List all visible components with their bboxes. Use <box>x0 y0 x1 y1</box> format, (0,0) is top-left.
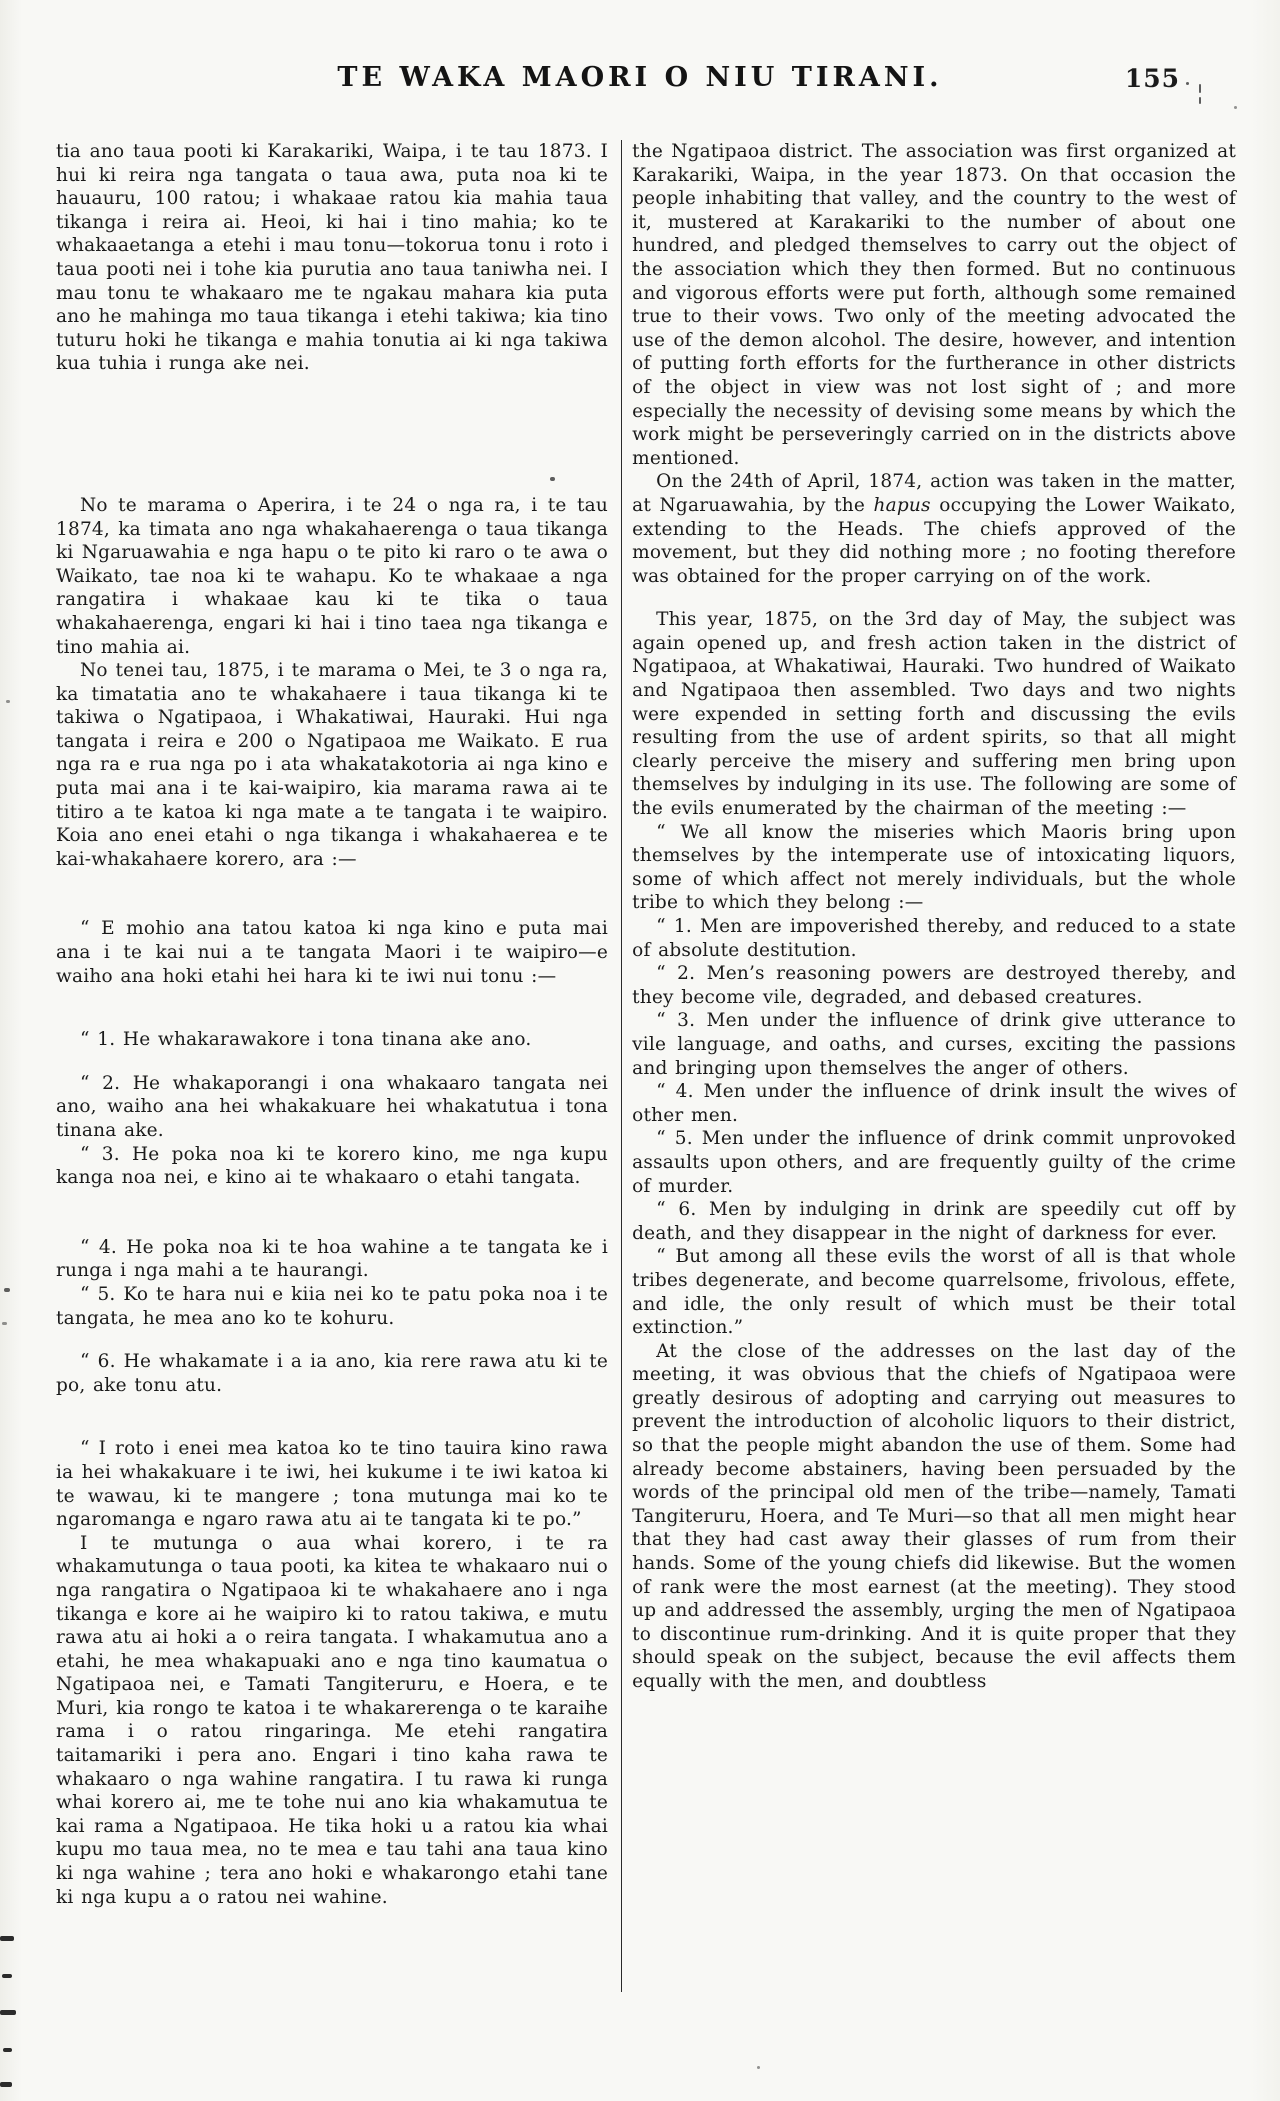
scan-artifact <box>1199 97 1201 104</box>
maori-paragraph: “ E mohio ana tatou katoa ki nga kino e puta mai ana i te kai nui a te tangata Maori i te waipiro—e waiho ana hoki etahi hei hara ki te iwi nui tonu :— <box>56 918 608 987</box>
maori-paragraph: “ 5. Ko te hara nui e kiia nei ko te patu poka noa i te tangata, he mea ano ko te kohuru. <box>56 1283 608 1329</box>
scan-artifact <box>2 1322 7 1325</box>
english-paragraph: the Ngatipaoa district. The association was first organized at Karakariki, Waipa, in the year 1873. On that occasion the people inhabiting that valley, and the country to the west of it, mustered at Karakariki to the number of about one hundred, and pledged themselves to carry out the object of the association which they then formed. But no continuous and vigorous efforts were put forth, although some remained true to their vows. Two only of the meeting advocated the use of the demon alcohol. The desire, however, and intention of putting forth efforts for the furtherance in other districts of the object in view was not lost sight of ; and more especially the necessity of devising some means by which the work might be perseveringly carried on in the districts above mentioned. <box>632 141 1236 469</box>
maori-paragraph: “ 3. He poka noa ki te korero kino, me nga kupu kanga noa nei, e kino ai te whakaaro o etahi tangata. <box>56 1143 608 1189</box>
english-paragraph: “ 3. Men under the influence of drink give utterance to vile language, and oaths, and curses, exciting the passions and bringing upon themselves the anger of others. <box>632 1010 1236 1079</box>
scan-edge-mark <box>0 2010 16 2015</box>
scan-edge-mark <box>3 2048 12 2052</box>
scan-edge-mark <box>0 1936 14 1941</box>
scan-artifact <box>4 1288 10 1292</box>
italic-word: hapus <box>873 494 931 516</box>
english-paragraph: At the close of the addresses on the last day of the meeting, it was obvious that the chiefs of Ngatipaoa were greatly desirous of adopting and carrying out measures to prevent the introduction of alcoholic liquors to their district, so that the people might abandon the use of them. Some had already become abstainers, having been persuaded by the words of the principal old men of the tribe—namely, Tamati Tangiteruru, Hoera, and Te Muri—so that all men might hear that they had cast away their glasses of rum from their hands. Some of the young chiefs did likewise. But the women of rank were the most earnest (at the meeting). They stood up and addressed the assembly, urging the men of Ngatipaoa to discontinue rum-drinking. And it is quite proper that they should speak on the subject, because the evil affects them equally with the men, and doubtless <box>632 1340 1236 1692</box>
english-paragraph: “ We all know the miseries which Maoris bring upon themselves by the intemperate use of intoxicating liquors, some of which affect not merely individuals, but the whole tribe to which they belong :— <box>632 821 1236 914</box>
maori-paragraph: No tenei tau, 1875, i te marama o Mei, te 3 o nga ra, ka timatatia ano te whakahaere i taua tikanga ki te takiwa o Ngatipaoa, i Whakatiwai, Hauraki. Hui nga tangata i reira e 200 o Ngatipaoa me Waikato. E rua nga ra e rua nga po i ata whakatakotoria ai nga kino e puta mai ana i te kai-waipiro, kia marama rawa ai te titiro a te katoa ki nga mate a te tangata i te waipiro. Koia ano enei etahi o nga tikanga i whakahaerea e te kai-whakahaere korero, ara :— <box>56 660 608 870</box>
page-header <box>0 62 1280 112</box>
maori-paragraph: I te mutunga o aua whai korero, i te ra whakamutunga o taua pooti, ka kitea te whakaaro nui o nga rangatira o Ngatipaoa ki te whakahaere ano i nga tikanga e kore ai he waipiro ki to ratou takiwa, e mutu rawa atu ai hoki a o reira tangata. I whakamutua ano a etahi, he mea whakapuaki ano e nga tino kaumatua o Ngatipaoa nei, e Tamati Tangiteruru, e Hoera, e te Muri, kia rongo te katoa i te whakarerenga o te karaihe rama i o ratou ringaringa. Me etehi rangatira taitamariki i pera ano. Engari i tino kaha rawa te whakaaro o nga wahine rangatira. I tu rawa ki runga whai korero ai, me te tohe nui ano kia whakamutua te kai rama a Ngatipaoa. He tika hoki u a ratou kia whai kupu mo taua mea, no te mea e tau tahi ana taua kino ki nga wahine ; tera ano hoki e whakarongo etahi tane ki nga kupu a o ratou nei wahine. <box>56 1532 608 1908</box>
maori-paragraph: tia ano taua pooti ki Karakariki, Waipa, i te tau 1873. I hui ki reira nga tangata o taua awa, puta noa ki te hauauru, 100 ratou; i whakaae ratou kia mahia taua tikanga i reira ai. Heoi, ki hai i tino mahia; ko te whakaaetanga a etehi i mau tonu—tokorua tonu i roto i taua pooti nei i tohe kia purutia ano taua taniwha nei. I mau tonu te whakaaro me te ngakau mahara kia puta ano he mahinga mo taua tikanga i etehi takiwa; kia tino tuturu hoki he tikanga e mahia tonutia ai ki nga takiwa kua tuhia i runga ake nei. <box>56 141 608 375</box>
paragraph-text: On the 24th of April, 1874, action was taken in the matter, at Ngaruawahia, by the <box>632 471 1236 516</box>
english-paragraph: “ 5. Men under the influence of drink commit unprovoked assaults upon others, and are frequently guilty of the crime of murder. <box>632 1128 1236 1197</box>
scan-artifact <box>1186 82 1189 85</box>
scan-artifact <box>1234 106 1237 109</box>
left-column-maori <box>56 140 608 1992</box>
masthead-title: TE WAKA MAORI O NIU TIRANI. <box>337 62 943 93</box>
scan-edge-mark <box>2 1974 12 1978</box>
scan-artifact <box>550 477 555 481</box>
english-paragraph: “ 2. Men’s reasoning powers are destroyed thereby, and they become vile, degraded, and debased creatures. <box>632 963 1236 1008</box>
maori-paragraph: “ 4. He poka noa ki te hoa wahine a te tangata ke i runga i nga mahi a te haurangi. <box>56 1236 608 1282</box>
english-paragraph: “ 1. Men are impoverished thereby, and reduced to a state of absolute destitution. <box>632 916 1236 961</box>
paragraph-text: occupying the Lower Waikato, extending to the Heads. The chiefs approved of the movement, but they did nothing more ; no footing therefore was obtained for the proper carrying on of the work. <box>632 494 1236 587</box>
right-column-english <box>632 140 1236 1992</box>
english-paragraph: This year, 1875, on the 3rd day of May, the subject was again opened up, and fresh action taken in the district of Ngatipaoa, at Whakatiwai, Hauraki. Two hundred of Waikato and Ngatipaoa then assembled. Two days and two nights were expended in setting forth and discussing the evils resulting from the use of ardent spirits, so that all might clearly perceive the misery and suffering men bring upon themselves by indulging in its use. The following are some of the evils enumerated by the chairman of the meeting :— <box>632 609 1236 820</box>
english-paragraph: “ But among all these evils the worst of all is that whole tribes degenerate, and become quarrelsome, frivolous, effete, and idle, the only result of which must be their total extinction.” <box>632 1246 1236 1339</box>
scan-artifact <box>757 2066 760 2069</box>
english-paragraph <box>632 470 1236 588</box>
two-column-body <box>56 140 1236 1992</box>
english-paragraph: “ 4. Men under the influence of drink insult the wives of other men. <box>632 1081 1236 1126</box>
english-paragraph: “ 6. Men by indulging in drink are speedily cut off by death, and they disappear in the night of darkness for ever. <box>632 1199 1236 1244</box>
scan-artifact <box>1199 84 1201 93</box>
scan-edge-mark <box>0 2082 12 2087</box>
maori-paragraph: “ I roto i enei mea katoa ko te tino tauira kino rawa ia hei whakakuare i te iwi, hei kukume i te iwi katoa ki te wawau, ki te mangere ; tona mutunga mai ko te ngaromanga e ngaro rawa atu ai te tangata ki te po.” <box>56 1438 608 1531</box>
maori-paragraph: No te marama o Aperira, i te 24 o nga ra, i te tau 1874, ka timata ano nga whakahaerenga o taua tikanga ki Ngaruawahia e nga hapu o te pito ki raro o te awa o Waikato, tae noa ki te wahapu. Ko te whakaae a nga rangatira i whakaae kau ki te tika o taua whakahaerenga, engari ki hai i tino taea nga tikanga e tino mahia ai. <box>56 494 608 658</box>
maori-paragraph: “ 2. He whakaporangi i ona whakaaro tangata nei ano, waiho ana hei whakakuare hei whakatutua i tona tinana ake. <box>56 1072 608 1141</box>
maori-paragraph: “ 1. He whakarawakore i tona tinana ake ano. <box>80 1029 532 1051</box>
maori-paragraph: “ 6. He whakamate i a ia ano, kia rere rawa atu ki te po, ake tonu atu. <box>56 1351 608 1396</box>
page-number: 155 <box>1124 64 1180 93</box>
scan-artifact <box>6 700 10 703</box>
